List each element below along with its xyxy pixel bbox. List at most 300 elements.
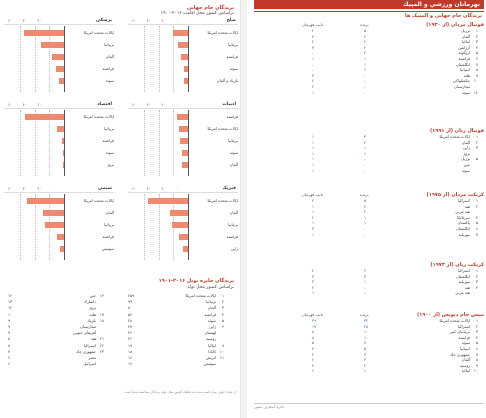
prize-count: ۲۶ [128, 336, 133, 342]
country-name: هلند [89, 311, 96, 317]
runner-up-value: ۱ [312, 290, 315, 296]
chart-top-rule [4, 24, 114, 25]
ranking-row [254, 290, 484, 296]
country-name: انگلستان [456, 225, 470, 231]
chart-bar [57, 234, 64, 240]
runner-up-value: ۱ [312, 134, 315, 139]
wins-value: - [364, 231, 366, 237]
country-name: آرژانتين [457, 44, 470, 50]
ranking-row [254, 168, 484, 174]
runner-up-value: ۱۹ [312, 323, 317, 329]
country-name: ژاپن [209, 323, 216, 329]
rank-number: ۸ [475, 357, 478, 363]
runner-up-value: - [312, 50, 314, 56]
grid-line [159, 26, 160, 92]
chart-axis [64, 194, 65, 260]
runner-up-value: ۵ [312, 340, 315, 346]
tick-label: ۰ [176, 186, 179, 191]
wins-value: - [364, 284, 366, 290]
country-name: چين [463, 161, 470, 167]
rank-number: ۶ [475, 225, 478, 231]
chart-bar [27, 198, 64, 204]
section-title: برندگان جام جهانی و المپيک ها [405, 13, 482, 19]
country-name: ايتاليا [208, 342, 216, 348]
category-label: فرانسه [102, 138, 114, 143]
wins-value: ۵ [364, 28, 367, 33]
country-name: لهستان [204, 330, 216, 336]
country-name: سوئيس [203, 361, 216, 367]
rank-number: ۲ [475, 323, 478, 329]
chart-bar [183, 246, 188, 252]
rank-number: ۳ [475, 329, 478, 335]
nobel-table-subtitle: براساس كشور محل تولد [187, 285, 234, 290]
runner-up-value: ۴ [312, 362, 315, 368]
wins-value: ۲ [364, 209, 367, 215]
country-name: مجارستان [80, 323, 96, 329]
country-name: استراليا [458, 268, 470, 273]
country-name: بريتانياي كبير [449, 329, 470, 335]
category-label: فرانسه [102, 66, 114, 71]
country-name: اروگوئه [458, 50, 470, 56]
wins-value: ۲ [364, 203, 367, 209]
runner-up-value: ۱ [312, 55, 315, 61]
col-head-wins: برنده [360, 312, 369, 317]
prize-count: ۵۶ [128, 311, 133, 317]
tick-label: ۶۰ [8, 18, 13, 23]
prize-count: ۸ [8, 342, 11, 348]
chart-bar [172, 222, 188, 228]
runner-up-value: ۱ [312, 203, 315, 209]
category-label: فرانسه [226, 54, 238, 59]
rank-number: ۴ [475, 334, 478, 340]
chart-bar [60, 246, 64, 252]
category-label: ژاپن [231, 246, 238, 251]
rank-number: ۱۷ [99, 311, 104, 317]
runner-up-value: ۱ [312, 220, 315, 226]
country-name: ايالات متحده امريكا [439, 318, 470, 323]
ranking-block-title: كريكت مردان (از ۱۹۷۵) [426, 192, 484, 198]
rank-number: ۱۰ [473, 368, 478, 374]
rank-number: ۴ [475, 214, 478, 220]
grid-line [159, 110, 160, 176]
country-name: ايالات متحده امريكا [439, 134, 470, 139]
runner-up-value: ۲ [312, 357, 315, 363]
country-name: آلمان [461, 33, 470, 39]
rank-number: ۴ [475, 284, 478, 290]
runner-up-value: ۲ [312, 351, 315, 357]
prize-count: ۸ [8, 336, 11, 342]
wins-value: ۱ [364, 55, 367, 61]
chart-top-rule [128, 108, 238, 109]
wins-value: ۶ [364, 268, 367, 273]
chart-bar [179, 234, 188, 240]
country-name: نيوزيلند [458, 279, 470, 285]
wins-value: ۱ [364, 150, 367, 156]
chart-bar [180, 138, 188, 144]
wins-value: ۲۸ [364, 323, 369, 329]
rank-number: ۶ [475, 345, 478, 351]
rank-number: ۴ [475, 44, 478, 50]
prize-count: ۱۶ [128, 354, 133, 360]
chart-bar [181, 54, 188, 60]
prize-count: ۸۰ [128, 305, 133, 311]
col-head-runners: نايب قهرمان [302, 192, 323, 197]
runner-up-value: ۳ [312, 279, 315, 285]
country-name: جمهوري چك [76, 348, 96, 354]
rank-number: ۲ [475, 33, 478, 39]
tick-label: ۴۰ [146, 18, 151, 23]
tick-label: ۰ [176, 102, 179, 107]
runner-up-value: ۲ [312, 83, 315, 89]
runner-up-value: ۴ [312, 345, 315, 351]
chart-bar [25, 114, 64, 120]
nobel-table-col-right [124, 293, 236, 367]
runner-up-value: - [312, 67, 314, 73]
runner-up-value: ۱ [312, 139, 315, 145]
runner-up-value: ۲ [312, 268, 315, 273]
category-label: آلمان [229, 162, 238, 167]
rank-number: ۳ [475, 39, 478, 45]
rank-number: ۶ [221, 323, 224, 329]
country-name: سوئد [461, 167, 470, 173]
rank-number: ۲۳ [99, 348, 104, 354]
country-name: بلژيك [87, 317, 96, 323]
country-name: استراليا [458, 198, 470, 203]
rank-number: ۷ [475, 61, 478, 67]
country-name: نروژ [463, 150, 470, 156]
prize-count: ۱۹ [128, 342, 133, 348]
tick-label: ۰ [52, 18, 55, 23]
runner-up-value: ۱ [312, 150, 315, 156]
category-label: فرانسه [226, 234, 238, 239]
prize-count: ۱۸ [128, 348, 133, 354]
chart-bar [24, 30, 64, 36]
rank-number: ۲۱ [99, 336, 104, 342]
wins-value: ۳ [364, 351, 367, 357]
grid-line [20, 26, 21, 92]
chart-bar [43, 210, 64, 216]
chart-bar [63, 162, 64, 168]
rank-number: ۶ [475, 55, 478, 61]
bar-chart [4, 102, 114, 180]
wins-value: ۳۲ [364, 318, 369, 323]
runner-up-value: ۲ [312, 284, 315, 290]
chart-bar [63, 150, 64, 156]
chart-bar [184, 78, 188, 84]
country-name: فرانسه [204, 311, 216, 317]
country-name: روسيه [205, 336, 216, 342]
runner-up-value: ۳ [312, 273, 315, 279]
country-name: برزيل [461, 156, 470, 162]
chart-title: شيمي [98, 186, 112, 191]
rank-number: ۵ [475, 220, 478, 226]
chart-bar [59, 78, 64, 84]
left-page [0, 0, 241, 418]
wins-value: ۱ [364, 214, 367, 220]
tick-label: ۲۰ [161, 18, 166, 23]
bar-chart [128, 18, 238, 96]
country-name: اسپانيا [460, 67, 470, 73]
prize-count: ۱۲ [8, 305, 13, 311]
runner-up-value: ۸ [312, 334, 315, 340]
country-name: ايالات متحده امريكا [185, 293, 216, 298]
category-label: نروژ [107, 162, 114, 167]
wins-value: ۵ [364, 345, 367, 351]
rank-number: ۳ [475, 279, 478, 285]
wins-value: ۱ [364, 67, 367, 73]
chart-bar [182, 150, 188, 156]
ranking-rows [254, 198, 484, 237]
nobel-table-col-left [4, 293, 116, 367]
wins-value: ۳ [364, 273, 367, 279]
wins-value: ۲ [364, 50, 367, 56]
tick-label: ۶۰ [8, 102, 13, 107]
rank-number: ۲ [475, 203, 478, 209]
runner-up-value: ۴ [312, 33, 315, 39]
category-label: بريتانيا [104, 126, 114, 131]
wins-value: ۵ [364, 198, 367, 203]
chart-title: پزشكي [95, 18, 112, 23]
col-head-runners: نايب قهرمان [302, 312, 323, 317]
category-label: بريتانيا [104, 42, 114, 47]
wins-value: ۱۰ [364, 334, 369, 340]
prize-count: ۹ [8, 317, 11, 323]
wins-value: - [364, 83, 366, 89]
ranking-rows [254, 134, 484, 173]
tick-label: ۶۰ [132, 186, 137, 191]
country-name: نروژ [89, 305, 96, 311]
chart-bar [41, 42, 64, 48]
runner-up-value: ۸ [312, 329, 315, 335]
right-page-footer: دائرة المعارف مصور [254, 405, 285, 409]
category-label: ايالات متحده امريكا [83, 30, 114, 35]
wins-value: ۲ [364, 44, 367, 50]
prize-count: ۶ [8, 354, 11, 360]
tick-label: ۲۰ [37, 102, 42, 107]
rank-number: ۹ [475, 362, 478, 368]
runner-up-value: ۱ [312, 167, 315, 173]
ranking-block-title: فوتبال زنان (از ۱۹۹۱) [429, 128, 484, 134]
tick-label: ۴۰ [22, 102, 27, 107]
prize-count: ۱۲ [8, 293, 13, 298]
chart-axis [188, 110, 189, 176]
right-page [248, 0, 486, 418]
category-label: سوئيس [101, 246, 114, 251]
wins-value: - [364, 167, 366, 173]
ranking-row [254, 90, 484, 96]
rank-number: ۲۲ [99, 342, 104, 348]
chart-bar [178, 42, 188, 48]
tick-label: ۲۰ [37, 186, 42, 191]
category-label: سوئد [105, 78, 114, 83]
right-page-header: نهرمانان ورزشي و المپيك [254, 0, 484, 9]
country-name: اتريش [205, 354, 216, 360]
category-label: آلمان [229, 210, 238, 215]
country-name: فرانسه [458, 334, 470, 340]
country-name: هند غربي [455, 290, 470, 296]
rank-number: ۳ [221, 305, 224, 311]
category-label: بريتانيا [228, 42, 238, 47]
rank-number: ۵ [475, 50, 478, 56]
country-name: مصر [88, 354, 96, 360]
chart-bar [184, 66, 188, 72]
rank-number: ۷ [475, 351, 478, 357]
country-name: مجارستان [454, 83, 470, 89]
tick-label: ۴۰ [146, 102, 151, 107]
runner-up-value: ۱ [312, 231, 315, 237]
tick-label: ۴۰ [146, 186, 151, 191]
wins-value: ۱ [364, 368, 367, 374]
country-name: ژاپن [463, 145, 470, 151]
wins-value: ۴ [364, 39, 367, 45]
chart-bar [62, 138, 64, 144]
tick-label: ۶۰ [8, 186, 13, 191]
rank-number: ۲ [475, 273, 478, 279]
rank-number: ۴ [221, 311, 224, 317]
prize-count: ۹۹ [128, 299, 133, 305]
runner-up-value: ۳ [312, 225, 315, 231]
chart-top-rule [128, 24, 238, 25]
grid-line [20, 194, 21, 260]
rank-number: ۱ [475, 28, 478, 33]
category-label: سوئد [105, 150, 114, 155]
country-name: بريتانيا [206, 299, 216, 305]
tick-label: ۲۰ [161, 102, 166, 107]
footer-divider [254, 403, 484, 404]
chart-axis [64, 110, 65, 176]
grid-line [144, 194, 145, 260]
left-page-subtitle: براساس كشور محل اقامت ۲۰۱۶-۱۹۰۰ [160, 11, 234, 16]
chart-bar [57, 126, 64, 132]
rank-number: ۱ [221, 293, 224, 298]
chart-bar [56, 66, 64, 72]
chart-axis [188, 26, 189, 92]
left-page-title: برندگان جام جهاني [186, 5, 234, 11]
tick-label: ۰ [176, 18, 179, 23]
runner-up-value: ۲۹ [312, 318, 317, 323]
ranking-block-title: فوتبال مردان (از ۱۹۳۰) [426, 22, 484, 28]
wins-value: ۱ [364, 220, 367, 226]
ranking-rows [254, 318, 484, 374]
country-name: آلمان [461, 139, 470, 145]
prize-count: ۹ [8, 323, 11, 329]
prize-count: ۲۶ [128, 330, 133, 336]
chart-bar [170, 210, 188, 216]
category-label: ايالات متحده امريكا [83, 114, 114, 119]
prize-count: ۱۰ [8, 311, 13, 317]
category-label: سوئد [229, 66, 238, 71]
prize-count: ۲۵۹ [128, 293, 135, 298]
runner-up-value: ۲ [312, 214, 315, 220]
prize-count: ۱۳ [8, 299, 13, 305]
country-name: چکسلواکي [452, 78, 470, 84]
country-name: هند [464, 203, 470, 209]
rank-number: ۱۰ [473, 78, 478, 84]
table-row [4, 361, 116, 367]
country-name: هند غربي [455, 209, 470, 215]
rank-number: ۹ [475, 72, 478, 78]
bar-chart [128, 186, 238, 264]
wins-value: ۱۰ [364, 329, 369, 335]
prize-count: ۶ [8, 361, 11, 367]
rank-number: ۵ [475, 340, 478, 346]
bar-chart [128, 102, 238, 180]
prize-count: ۱۶ [128, 361, 133, 367]
rank-number: ۹ [221, 342, 224, 348]
country-name: اسرائيل [83, 361, 96, 367]
rank-number: ۵ [475, 156, 478, 162]
col-head-runners: نايب قهرمان [302, 22, 323, 27]
tick-label: ۰ [52, 102, 55, 107]
country-name: پاكستان [457, 220, 470, 226]
rank-number: ۸ [475, 67, 478, 73]
country-name: نيوزيلند [458, 231, 470, 237]
chart-axis [64, 26, 65, 92]
category-label: ايالات متحده امريكا [83, 198, 114, 203]
country-name: انگلستان [456, 61, 470, 67]
country-name: آلمان [207, 305, 216, 311]
prize-count: ۹ [8, 330, 11, 336]
wins-value: - [364, 161, 366, 167]
wins-value: ۱ [364, 61, 367, 67]
runner-up-value: ۱ [312, 161, 315, 167]
wins-value: - [364, 72, 366, 78]
rank-number: ۱ [475, 134, 478, 139]
runner-up-value: ۱ [312, 156, 315, 162]
wins-value: - [364, 225, 366, 231]
tick-label: ۲۰ [161, 186, 166, 191]
wins-value: - [364, 156, 366, 162]
chart-top-rule [4, 108, 114, 109]
col-head-wins: برنده [360, 22, 369, 27]
rank-number: ۱ [475, 318, 478, 323]
wins-value: ۳ [364, 134, 367, 139]
category-label: آلمان [105, 210, 114, 215]
chart-axis [188, 194, 189, 260]
country-name: هند [90, 336, 96, 342]
grid-line [144, 110, 145, 176]
country-name: كانادا [208, 348, 216, 354]
rank-number: ۵ [221, 317, 224, 323]
category-label: بريتانيا [104, 222, 114, 227]
category-label: فرانسه [102, 234, 114, 239]
tick-label: ۲۰ [37, 18, 42, 23]
wins-value: ۱ [364, 145, 367, 151]
country-name: فرانسه [458, 55, 470, 61]
country-name: استراليا [84, 342, 96, 348]
category-label: آلمان [105, 54, 114, 59]
category-label: ايالات متحده امريكا [207, 198, 238, 203]
chart-bar [52, 54, 64, 60]
chart-title: فيزيك [222, 186, 236, 191]
wins-value: ۳ [364, 357, 367, 363]
runner-up-value: ۶ [312, 368, 315, 374]
wins-value: ۷ [364, 340, 367, 346]
category-label: ايالات متحده امريكا [207, 30, 238, 35]
rank-number: ۱۰ [219, 348, 224, 354]
category-label: ايالات متحده امريكا [207, 126, 238, 131]
ranking-rows [254, 28, 484, 95]
ranking-block-title: تنيس جام ديويس (از ۱۹۰۰) [416, 312, 484, 318]
rank-number: ۱۱ [219, 354, 224, 360]
chart-title: اقتصاد [97, 102, 112, 107]
category-label: فرانسه [226, 114, 238, 119]
runner-up-value: ۲ [312, 39, 315, 45]
country-name: ايتاليا [462, 39, 470, 45]
country-name: دانمارك [83, 299, 96, 305]
country-name: چين [89, 293, 96, 298]
nobel-table-title: برندگان جايزه نوبل ۲۰۱۶-۱۹۰۱ [158, 278, 234, 284]
